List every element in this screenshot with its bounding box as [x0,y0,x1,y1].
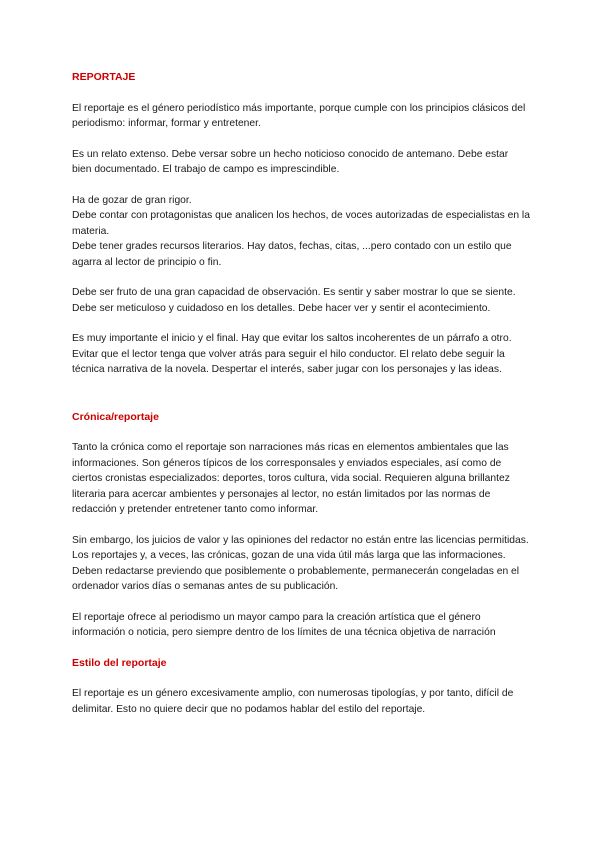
paragraph: El reportaje ofrece al periodismo un mayor campo para la creación artística que el género información o noticia, pero siempre dentro de los límites de una técnica objetiva de narración [72,611,496,638]
paragraph: Es muy importante el inicio y el final. Hay que evitar los saltos incoherentes de un párrafo a otro. Evitar que el lector tenga que volver atrás para seguir el hilo conductor. El relato debe seguir la técnica narrativa de la novela. Despertar el interés, saber jugar con los personajes y las ideas. [72,333,512,375]
heading-estilo-del-reportaje: Estilo del reportaje [72,656,167,669]
document-body [72,70,530,717]
paragraph-line: Debe contar con protagonistas que analicen los hechos, de voces autorizadas de especialistas en la materia. [72,210,530,237]
paragraph: Tanto la crónica como el reportaje son narraciones más ricas en elementos ambientales que las informaciones. Son géneros típicos de los corresponsales y enviados especiales, así como de ciertos cronistas especializados: deportes, toros cultura, vida social. Requieren alguna brillantez literaria para acercar ambientes y personajes al lector, no están limitados por las normas de redacción y pretender entretener tanto como informar. [72,442,510,515]
paragraph: El reportaje es un género excesivamente amplio, con numerosas tipologías, y por tanto, difícil de delimitar. Esto no quiere decir que no podamos hablar del estilo del reportaje. [72,688,514,715]
paragraph: Debe ser fruto de una gran capacidad de observación. Es sentir y saber mostrar lo que se siente. Debe ser meticuloso y cuidadoso en los detalles. Debe hacer ver y sentir el acontecimiento. [72,287,516,314]
paragraph: Es un relato extenso. Debe versar sobre un hecho noticioso conocido de antemano. Debe estar bien documentado. El trabajo de campo es imprescindible. [72,148,509,175]
paragraph-line: Debe tener grades recursos literarios. Hay datos, fechas, citas, ...pero contado con un estilo que agarra al lector de principio o fin. [72,241,512,268]
paragraph: Sin embargo, los juicios de valor y las opiniones del redactor no están entre las licencias permitidas. Los reportajes y, a veces, las crónicas, gozan de una vida útil más larga que las informaciones. Deben redactarse previendo que posiblemente o probablemente, permanecerán congeladas en el ordenador varios días o semanas antes de su publicación. [72,534,529,592]
paragraph-line: Ha de gozar de gran rigor. [72,194,192,206]
paragraph: El reportaje es el género periodístico más importante, porque cumple con los principios clásicos del periodismo: informar, formar y entretener. [72,102,526,129]
heading-cronica-reportaje: Crónica/reportaje [72,410,159,423]
heading-reportaje: REPORTAJE [72,71,136,83]
